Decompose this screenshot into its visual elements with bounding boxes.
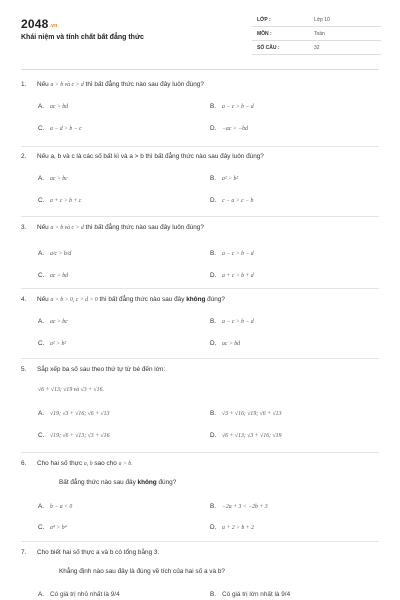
question-divider xyxy=(21,541,379,542)
question-stem: 4. Nếu a > b > 0, c > d > 0 thì bất đẳng thức nào sau đây không đúng? xyxy=(21,296,225,303)
option-b[interactable]: B. a − c > b − d xyxy=(210,250,254,257)
meta-value: Lớp 10 xyxy=(314,17,330,23)
question-stem: 2. Nếu a, b và c là các số bất kì và a > b thì bất đẳng thức nào sau đây luôn đúng? xyxy=(21,153,264,160)
site-logo[interactable]: $2048^{.vn}$ xyxy=(21,17,58,31)
meta-key: LỚP : xyxy=(257,17,271,23)
option-c[interactable]: C. a + c > b + c xyxy=(38,197,82,204)
question-stem: 7. Cho biết hai số thực a và b có tổng bằng 3. xyxy=(21,549,160,556)
option-b[interactable]: B. −2a + 3 < −2b + 3 xyxy=(210,503,268,510)
page-title: Khái niệm và tính chất bất đẳng thức xyxy=(21,34,144,41)
option-d[interactable]: D. −ac > −bd xyxy=(210,125,248,132)
option-c[interactable]: C. a⁴ > b⁴ xyxy=(38,524,67,531)
meta-value: 32 xyxy=(314,45,320,51)
meta-row-count xyxy=(252,41,381,55)
meta-table xyxy=(252,13,381,55)
option-d[interactable]: D. a + 2 > b + 2 xyxy=(210,524,255,531)
option-a[interactable]: A. Có giá trị nhỏ nhất là 9/4 xyxy=(38,591,120,598)
option-b[interactable]: B. a − c > b − d xyxy=(210,103,254,110)
option-c[interactable]: C. ac > bd xyxy=(38,272,69,279)
option-d[interactable]: D. √6 + √13; √3 + √16; √19 xyxy=(210,432,282,439)
option-b[interactable]: B. a² > b² xyxy=(210,175,239,182)
question-expression: √6 + √13; √19 và √3 + √16. xyxy=(38,387,104,393)
option-c[interactable]: C. a − d > b − c xyxy=(38,125,82,132)
option-a[interactable]: A. a/c > b/d xyxy=(38,250,72,257)
option-d[interactable]: D. c − a > c − b xyxy=(210,197,254,204)
question-stem: 3. Nếu a > b và c > d thì bất đẳng thức nào sau đây luôn đúng? xyxy=(21,224,204,231)
meta-row-subject xyxy=(252,27,381,41)
option-c[interactable]: C. a² > b² xyxy=(38,340,67,347)
option-a[interactable]: A. ac > bc xyxy=(38,318,68,325)
question-prompt: Bất đẳng thức nào sau đây không đúng? xyxy=(59,479,177,486)
meta-value: Toán xyxy=(314,31,325,37)
option-a[interactable]: A. √19; √3 + √16; √6 + √13 xyxy=(38,410,110,417)
option-c[interactable]: C. √19; √6 + √13; √3 + √16 xyxy=(38,432,110,439)
question-divider xyxy=(21,358,379,359)
question-divider xyxy=(21,288,379,289)
question-divider xyxy=(21,146,379,147)
option-d[interactable]: D. a + c > b + d xyxy=(210,272,254,279)
question-stem: 6. Cho hai số thực a, b sao cho a > b. xyxy=(21,460,133,467)
header-divider xyxy=(21,69,379,70)
option-b[interactable]: B. √3 + √16; √19; √6 + √13 xyxy=(210,410,282,417)
question-divider xyxy=(21,452,379,453)
worksheet-header xyxy=(21,13,381,65)
question-prompt: Khẳng định nào sau đây là đúng về tích của hai số a và b? xyxy=(59,568,225,575)
option-a[interactable]: A. b − a < 0 xyxy=(38,503,73,510)
question-stem: 5. Sắp xếp ba số sau theo thứ tự từ bé đến lớn: xyxy=(21,366,166,373)
option-d[interactable]: D. ac > bd xyxy=(210,340,241,347)
meta-row-class xyxy=(252,13,381,27)
question-stem: 1. Nếu a > b và c > d thì bất đẳng thức nào sau đây luôn đúng? xyxy=(21,81,204,88)
option-b[interactable]: B. Có giá trị lớn nhất là 9/4 xyxy=(210,591,291,598)
option-a[interactable]: A. ac > bc xyxy=(38,175,68,182)
meta-key: SỐ CÂU : xyxy=(257,45,280,51)
option-b[interactable]: B. a − c > b − d xyxy=(210,318,254,325)
question-divider xyxy=(21,216,379,217)
option-a[interactable]: A. ac > bd xyxy=(38,103,69,110)
meta-key: MÔN : xyxy=(257,31,272,37)
